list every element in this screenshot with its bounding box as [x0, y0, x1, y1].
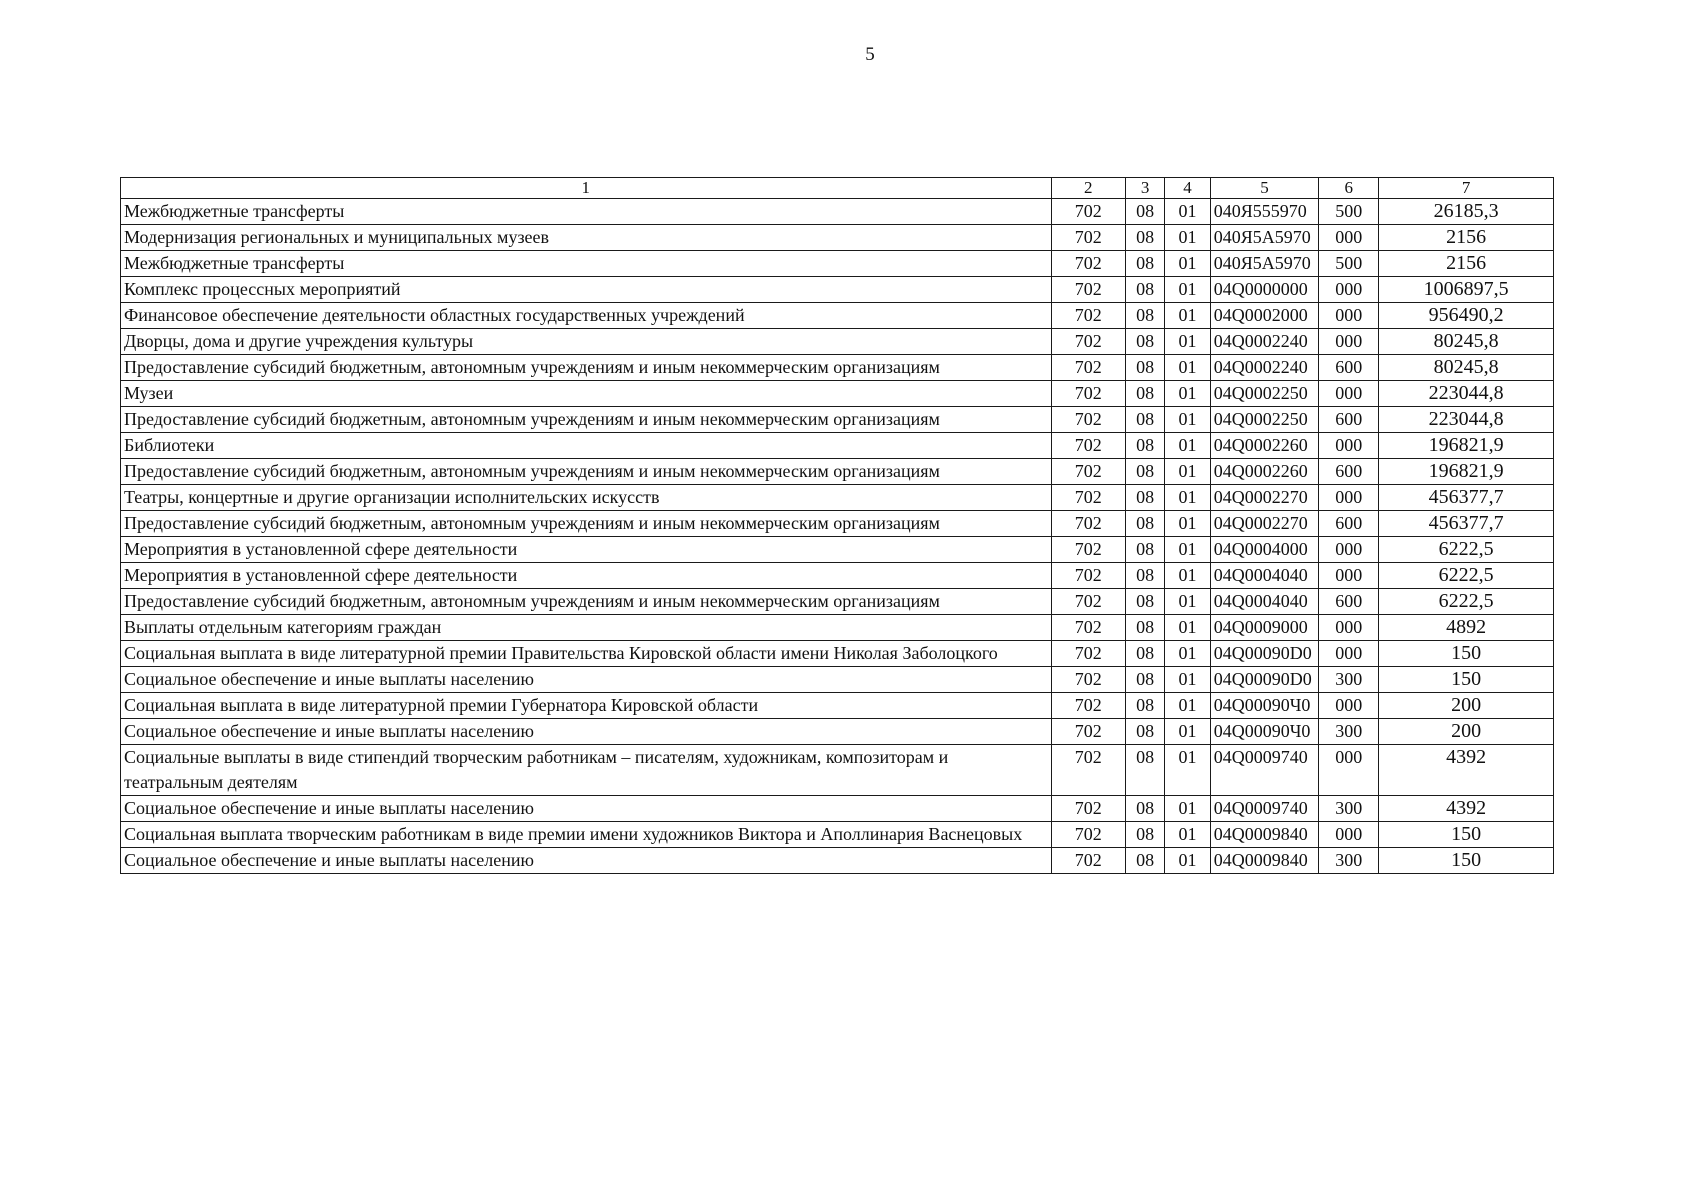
- row-name-cell: Социальная выплата в виде литературной премии Губернатора Кировской области: [121, 693, 1052, 719]
- row-col2-cell: 702: [1051, 251, 1125, 277]
- row-col6-cell: 000: [1319, 277, 1379, 303]
- row-col3-cell: 08: [1125, 199, 1164, 225]
- page-number: 5: [865, 44, 875, 65]
- row-col2-cell: 702: [1051, 563, 1125, 589]
- row-name-cell: Мероприятия в установленной сфере деятельности: [121, 537, 1052, 563]
- row-col4-cell: 01: [1165, 277, 1210, 303]
- row-col2-cell: 702: [1051, 796, 1125, 822]
- row-code-cell: 04Q00090D0: [1210, 667, 1319, 693]
- row-col6-cell: 000: [1319, 563, 1379, 589]
- row-amount-cell: 223044,8: [1379, 381, 1554, 407]
- table-row: [121, 251, 1554, 277]
- table-row: [121, 433, 1554, 459]
- row-code-cell: 040Я5А5970: [1210, 225, 1319, 251]
- row-amount-cell: 196821,9: [1379, 433, 1554, 459]
- row-name-cell: Библиотеки: [121, 433, 1052, 459]
- table-row: [121, 329, 1554, 355]
- row-col6-cell: 300: [1319, 667, 1379, 693]
- row-col6-cell: 500: [1319, 251, 1379, 277]
- column-header: 3: [1125, 178, 1164, 199]
- row-col4-cell: 01: [1165, 537, 1210, 563]
- row-col6-cell: 000: [1319, 537, 1379, 563]
- row-name-cell: Предоставление субсидий бюджетным, автономным учреждениям и иным некоммерческим организациям: [121, 355, 1052, 381]
- row-code-cell: 04Q00090D0: [1210, 641, 1319, 667]
- row-col4-cell: 01: [1165, 329, 1210, 355]
- row-col3-cell: 08: [1125, 537, 1164, 563]
- row-col2-cell: 702: [1051, 537, 1125, 563]
- row-col4-cell: 01: [1165, 199, 1210, 225]
- row-amount-cell: 80245,8: [1379, 355, 1554, 381]
- table-row: [121, 848, 1554, 874]
- row-col3-cell: 08: [1125, 251, 1164, 277]
- row-code-cell: 040Я5А5970: [1210, 251, 1319, 277]
- row-name-cell: Межбюджетные трансферты: [121, 251, 1052, 277]
- row-col3-cell: 08: [1125, 693, 1164, 719]
- row-amount-cell: 150: [1379, 822, 1554, 848]
- row-col2-cell: 702: [1051, 745, 1125, 796]
- row-col6-cell: 000: [1319, 485, 1379, 511]
- row-col4-cell: 01: [1165, 693, 1210, 719]
- row-amount-cell: 6222,5: [1379, 563, 1554, 589]
- table-row: [121, 225, 1554, 251]
- row-col2-cell: 702: [1051, 277, 1125, 303]
- row-col3-cell: 08: [1125, 719, 1164, 745]
- row-code-cell: 04Q0002260: [1210, 433, 1319, 459]
- row-col2-cell: 702: [1051, 199, 1125, 225]
- row-col3-cell: 08: [1125, 796, 1164, 822]
- table-row: [121, 459, 1554, 485]
- row-col2-cell: 702: [1051, 225, 1125, 251]
- row-col6-cell: 000: [1319, 381, 1379, 407]
- row-col6-cell: 600: [1319, 355, 1379, 381]
- row-col3-cell: 08: [1125, 381, 1164, 407]
- row-col2-cell: 702: [1051, 615, 1125, 641]
- row-col6-cell: 000: [1319, 329, 1379, 355]
- row-name-cell: Предоставление субсидий бюджетным, автономным учреждениям и иным некоммерческим организациям: [121, 511, 1052, 537]
- row-col3-cell: 08: [1125, 485, 1164, 511]
- row-col4-cell: 01: [1165, 355, 1210, 381]
- row-code-cell: 04Q0009840: [1210, 822, 1319, 848]
- table-row: [121, 822, 1554, 848]
- table-row: [121, 407, 1554, 433]
- table-row: [121, 537, 1554, 563]
- row-name-cell: Комплекс процессных мероприятий: [121, 277, 1052, 303]
- row-amount-cell: 150: [1379, 667, 1554, 693]
- row-code-cell: 04Q0002250: [1210, 407, 1319, 433]
- row-code-cell: 04Q0002270: [1210, 511, 1319, 537]
- row-code-cell: 04Q0000000: [1210, 277, 1319, 303]
- row-col4-cell: 01: [1165, 303, 1210, 329]
- row-col3-cell: 08: [1125, 511, 1164, 537]
- row-col4-cell: 01: [1165, 433, 1210, 459]
- row-name-cell: Музеи: [121, 381, 1052, 407]
- row-amount-cell: 2156: [1379, 225, 1554, 251]
- row-amount-cell: 6222,5: [1379, 537, 1554, 563]
- table-row: [121, 667, 1554, 693]
- table-row: [121, 745, 1554, 796]
- row-col6-cell: 300: [1319, 719, 1379, 745]
- row-amount-cell: 4392: [1379, 745, 1554, 796]
- row-col3-cell: 08: [1125, 277, 1164, 303]
- row-amount-cell: 6222,5: [1379, 589, 1554, 615]
- row-name-cell: Социальное обеспечение и иные выплаты населению: [121, 719, 1052, 745]
- row-code-cell: 04Q0002250: [1210, 381, 1319, 407]
- row-col6-cell: 000: [1319, 303, 1379, 329]
- row-col2-cell: 702: [1051, 485, 1125, 511]
- table-row: [121, 719, 1554, 745]
- row-col2-cell: 702: [1051, 693, 1125, 719]
- row-amount-cell: 1006897,5: [1379, 277, 1554, 303]
- row-code-cell: 04Q0009740: [1210, 745, 1319, 796]
- row-amount-cell: 4892: [1379, 615, 1554, 641]
- header-row: [121, 178, 1554, 199]
- row-code-cell: 04Q0004040: [1210, 589, 1319, 615]
- row-col4-cell: 01: [1165, 848, 1210, 874]
- row-col4-cell: 01: [1165, 407, 1210, 433]
- table-row: [121, 796, 1554, 822]
- row-col3-cell: 08: [1125, 641, 1164, 667]
- row-col3-cell: 08: [1125, 848, 1164, 874]
- row-col6-cell: 000: [1319, 615, 1379, 641]
- row-col2-cell: 702: [1051, 848, 1125, 874]
- row-col4-cell: 01: [1165, 225, 1210, 251]
- row-col4-cell: 01: [1165, 563, 1210, 589]
- row-amount-cell: 456377,7: [1379, 485, 1554, 511]
- row-col2-cell: 702: [1051, 407, 1125, 433]
- table-row: [121, 615, 1554, 641]
- column-header: 5: [1210, 178, 1319, 199]
- row-col3-cell: 08: [1125, 329, 1164, 355]
- row-col3-cell: 08: [1125, 407, 1164, 433]
- row-amount-cell: 26185,3: [1379, 199, 1554, 225]
- row-col2-cell: 702: [1051, 303, 1125, 329]
- row-col4-cell: 01: [1165, 796, 1210, 822]
- table-row: [121, 355, 1554, 381]
- row-amount-cell: 150: [1379, 848, 1554, 874]
- row-col6-cell: 600: [1319, 589, 1379, 615]
- row-code-cell: 04Q00090Ч0: [1210, 719, 1319, 745]
- row-name-cell: Социальное обеспечение и иные выплаты населению: [121, 796, 1052, 822]
- row-col3-cell: 08: [1125, 745, 1164, 796]
- row-col4-cell: 01: [1165, 719, 1210, 745]
- row-code-cell: 040Я555970: [1210, 199, 1319, 225]
- row-name-cell: Предоставление субсидий бюджетным, автономным учреждениям и иным некоммерческим организациям: [121, 407, 1052, 433]
- row-col2-cell: 702: [1051, 589, 1125, 615]
- row-name-cell: Предоставление субсидий бюджетным, автономным учреждениям и иным некоммерческим организациям: [121, 589, 1052, 615]
- row-col4-cell: 01: [1165, 641, 1210, 667]
- table-row: [121, 511, 1554, 537]
- row-code-cell: 04Q0002240: [1210, 329, 1319, 355]
- row-name-cell: Дворцы, дома и другие учреждения культуры: [121, 329, 1052, 355]
- row-col6-cell: 300: [1319, 848, 1379, 874]
- row-col2-cell: 702: [1051, 433, 1125, 459]
- row-amount-cell: 200: [1379, 693, 1554, 719]
- row-col4-cell: 01: [1165, 251, 1210, 277]
- column-header: 4: [1165, 178, 1210, 199]
- row-amount-cell: 80245,8: [1379, 329, 1554, 355]
- row-amount-cell: 4392: [1379, 796, 1554, 822]
- row-col3-cell: 08: [1125, 459, 1164, 485]
- row-code-cell: 04Q0004000: [1210, 537, 1319, 563]
- row-col2-cell: 702: [1051, 459, 1125, 485]
- row-col3-cell: 08: [1125, 589, 1164, 615]
- row-col6-cell: 000: [1319, 822, 1379, 848]
- row-col3-cell: 08: [1125, 355, 1164, 381]
- row-code-cell: 04Q0009840: [1210, 848, 1319, 874]
- row-col3-cell: 08: [1125, 563, 1164, 589]
- row-col6-cell: 000: [1319, 225, 1379, 251]
- row-amount-cell: 196821,9: [1379, 459, 1554, 485]
- row-col4-cell: 01: [1165, 381, 1210, 407]
- row-col2-cell: 702: [1051, 667, 1125, 693]
- row-name-cell: Социальные выплаты в виде стипендий творческим работникам – писателям, художникам, композиторам и театральным деятелям: [121, 745, 1052, 796]
- table-row: [121, 563, 1554, 589]
- row-col4-cell: 01: [1165, 511, 1210, 537]
- row-name-cell: Театры, концертные и другие организации исполнительских искусств: [121, 485, 1052, 511]
- column-header: 7: [1379, 178, 1554, 199]
- row-code-cell: 04Q0002270: [1210, 485, 1319, 511]
- row-col4-cell: 01: [1165, 589, 1210, 615]
- row-amount-cell: 223044,8: [1379, 407, 1554, 433]
- table-header: [121, 178, 1554, 199]
- row-amount-cell: 200: [1379, 719, 1554, 745]
- row-name-cell: Социальная выплата творческим работникам в виде премии имени художников Виктора и Аполлинария Васнецовых: [121, 822, 1052, 848]
- row-col2-cell: 702: [1051, 822, 1125, 848]
- row-col2-cell: 702: [1051, 355, 1125, 381]
- table-row: [121, 277, 1554, 303]
- row-col2-cell: 702: [1051, 329, 1125, 355]
- table-row: [121, 303, 1554, 329]
- row-col4-cell: 01: [1165, 459, 1210, 485]
- row-col6-cell: 000: [1319, 641, 1379, 667]
- column-header: 6: [1319, 178, 1379, 199]
- row-col2-cell: 702: [1051, 719, 1125, 745]
- table-row: [121, 641, 1554, 667]
- row-col6-cell: 000: [1319, 433, 1379, 459]
- row-col6-cell: 000: [1319, 693, 1379, 719]
- row-col3-cell: 08: [1125, 615, 1164, 641]
- row-col3-cell: 08: [1125, 667, 1164, 693]
- row-name-cell: Межбюджетные трансферты: [121, 199, 1052, 225]
- row-col6-cell: 000: [1319, 745, 1379, 796]
- row-code-cell: 04Q0002240: [1210, 355, 1319, 381]
- row-col6-cell: 300: [1319, 796, 1379, 822]
- row-col4-cell: 01: [1165, 745, 1210, 796]
- row-amount-cell: 2156: [1379, 251, 1554, 277]
- row-col2-cell: 702: [1051, 381, 1125, 407]
- row-name-cell: Социальное обеспечение и иные выплаты населению: [121, 667, 1052, 693]
- row-code-cell: 04Q0009740: [1210, 796, 1319, 822]
- row-col3-cell: 08: [1125, 822, 1164, 848]
- row-col4-cell: 01: [1165, 667, 1210, 693]
- row-col6-cell: 600: [1319, 459, 1379, 485]
- row-name-cell: Выплаты отдельным категориям граждан: [121, 615, 1052, 641]
- row-col6-cell: 500: [1319, 199, 1379, 225]
- row-col3-cell: 08: [1125, 433, 1164, 459]
- row-col6-cell: 600: [1319, 407, 1379, 433]
- row-code-cell: 04Q0002260: [1210, 459, 1319, 485]
- row-col4-cell: 01: [1165, 485, 1210, 511]
- row-col3-cell: 08: [1125, 303, 1164, 329]
- row-name-cell: Мероприятия в установленной сфере деятельности: [121, 563, 1052, 589]
- row-code-cell: 04Q0009000: [1210, 615, 1319, 641]
- row-col4-cell: 01: [1165, 822, 1210, 848]
- table-row: [121, 693, 1554, 719]
- table-row: [121, 589, 1554, 615]
- row-name-cell: Социальная выплата в виде литературной премии Правительства Кировской области имени Николая Заболоцкого: [121, 641, 1052, 667]
- row-col2-cell: 702: [1051, 641, 1125, 667]
- row-code-cell: 04Q0004040: [1210, 563, 1319, 589]
- row-col6-cell: 600: [1319, 511, 1379, 537]
- table-body: [121, 199, 1554, 874]
- row-col3-cell: 08: [1125, 225, 1164, 251]
- row-name-cell: Финансовое обеспечение деятельности областных государственных учреждений: [121, 303, 1052, 329]
- row-name-cell: Предоставление субсидий бюджетным, автономным учреждениям и иным некоммерческим организациям: [121, 459, 1052, 485]
- table-row: [121, 381, 1554, 407]
- row-code-cell: 04Q0002000: [1210, 303, 1319, 329]
- row-amount-cell: 150: [1379, 641, 1554, 667]
- table-row: [121, 485, 1554, 511]
- row-name-cell: Социальное обеспечение и иные выплаты населению: [121, 848, 1052, 874]
- column-header: 1: [121, 178, 1052, 199]
- row-name-cell: Модернизация региональных и муниципальных музеев: [121, 225, 1052, 251]
- budget-table: [120, 177, 1554, 874]
- column-header: 2: [1051, 178, 1125, 199]
- row-code-cell: 04Q00090Ч0: [1210, 693, 1319, 719]
- row-col4-cell: 01: [1165, 615, 1210, 641]
- table-row: [121, 199, 1554, 225]
- row-col2-cell: 702: [1051, 511, 1125, 537]
- row-amount-cell: 456377,7: [1379, 511, 1554, 537]
- row-amount-cell: 956490,2: [1379, 303, 1554, 329]
